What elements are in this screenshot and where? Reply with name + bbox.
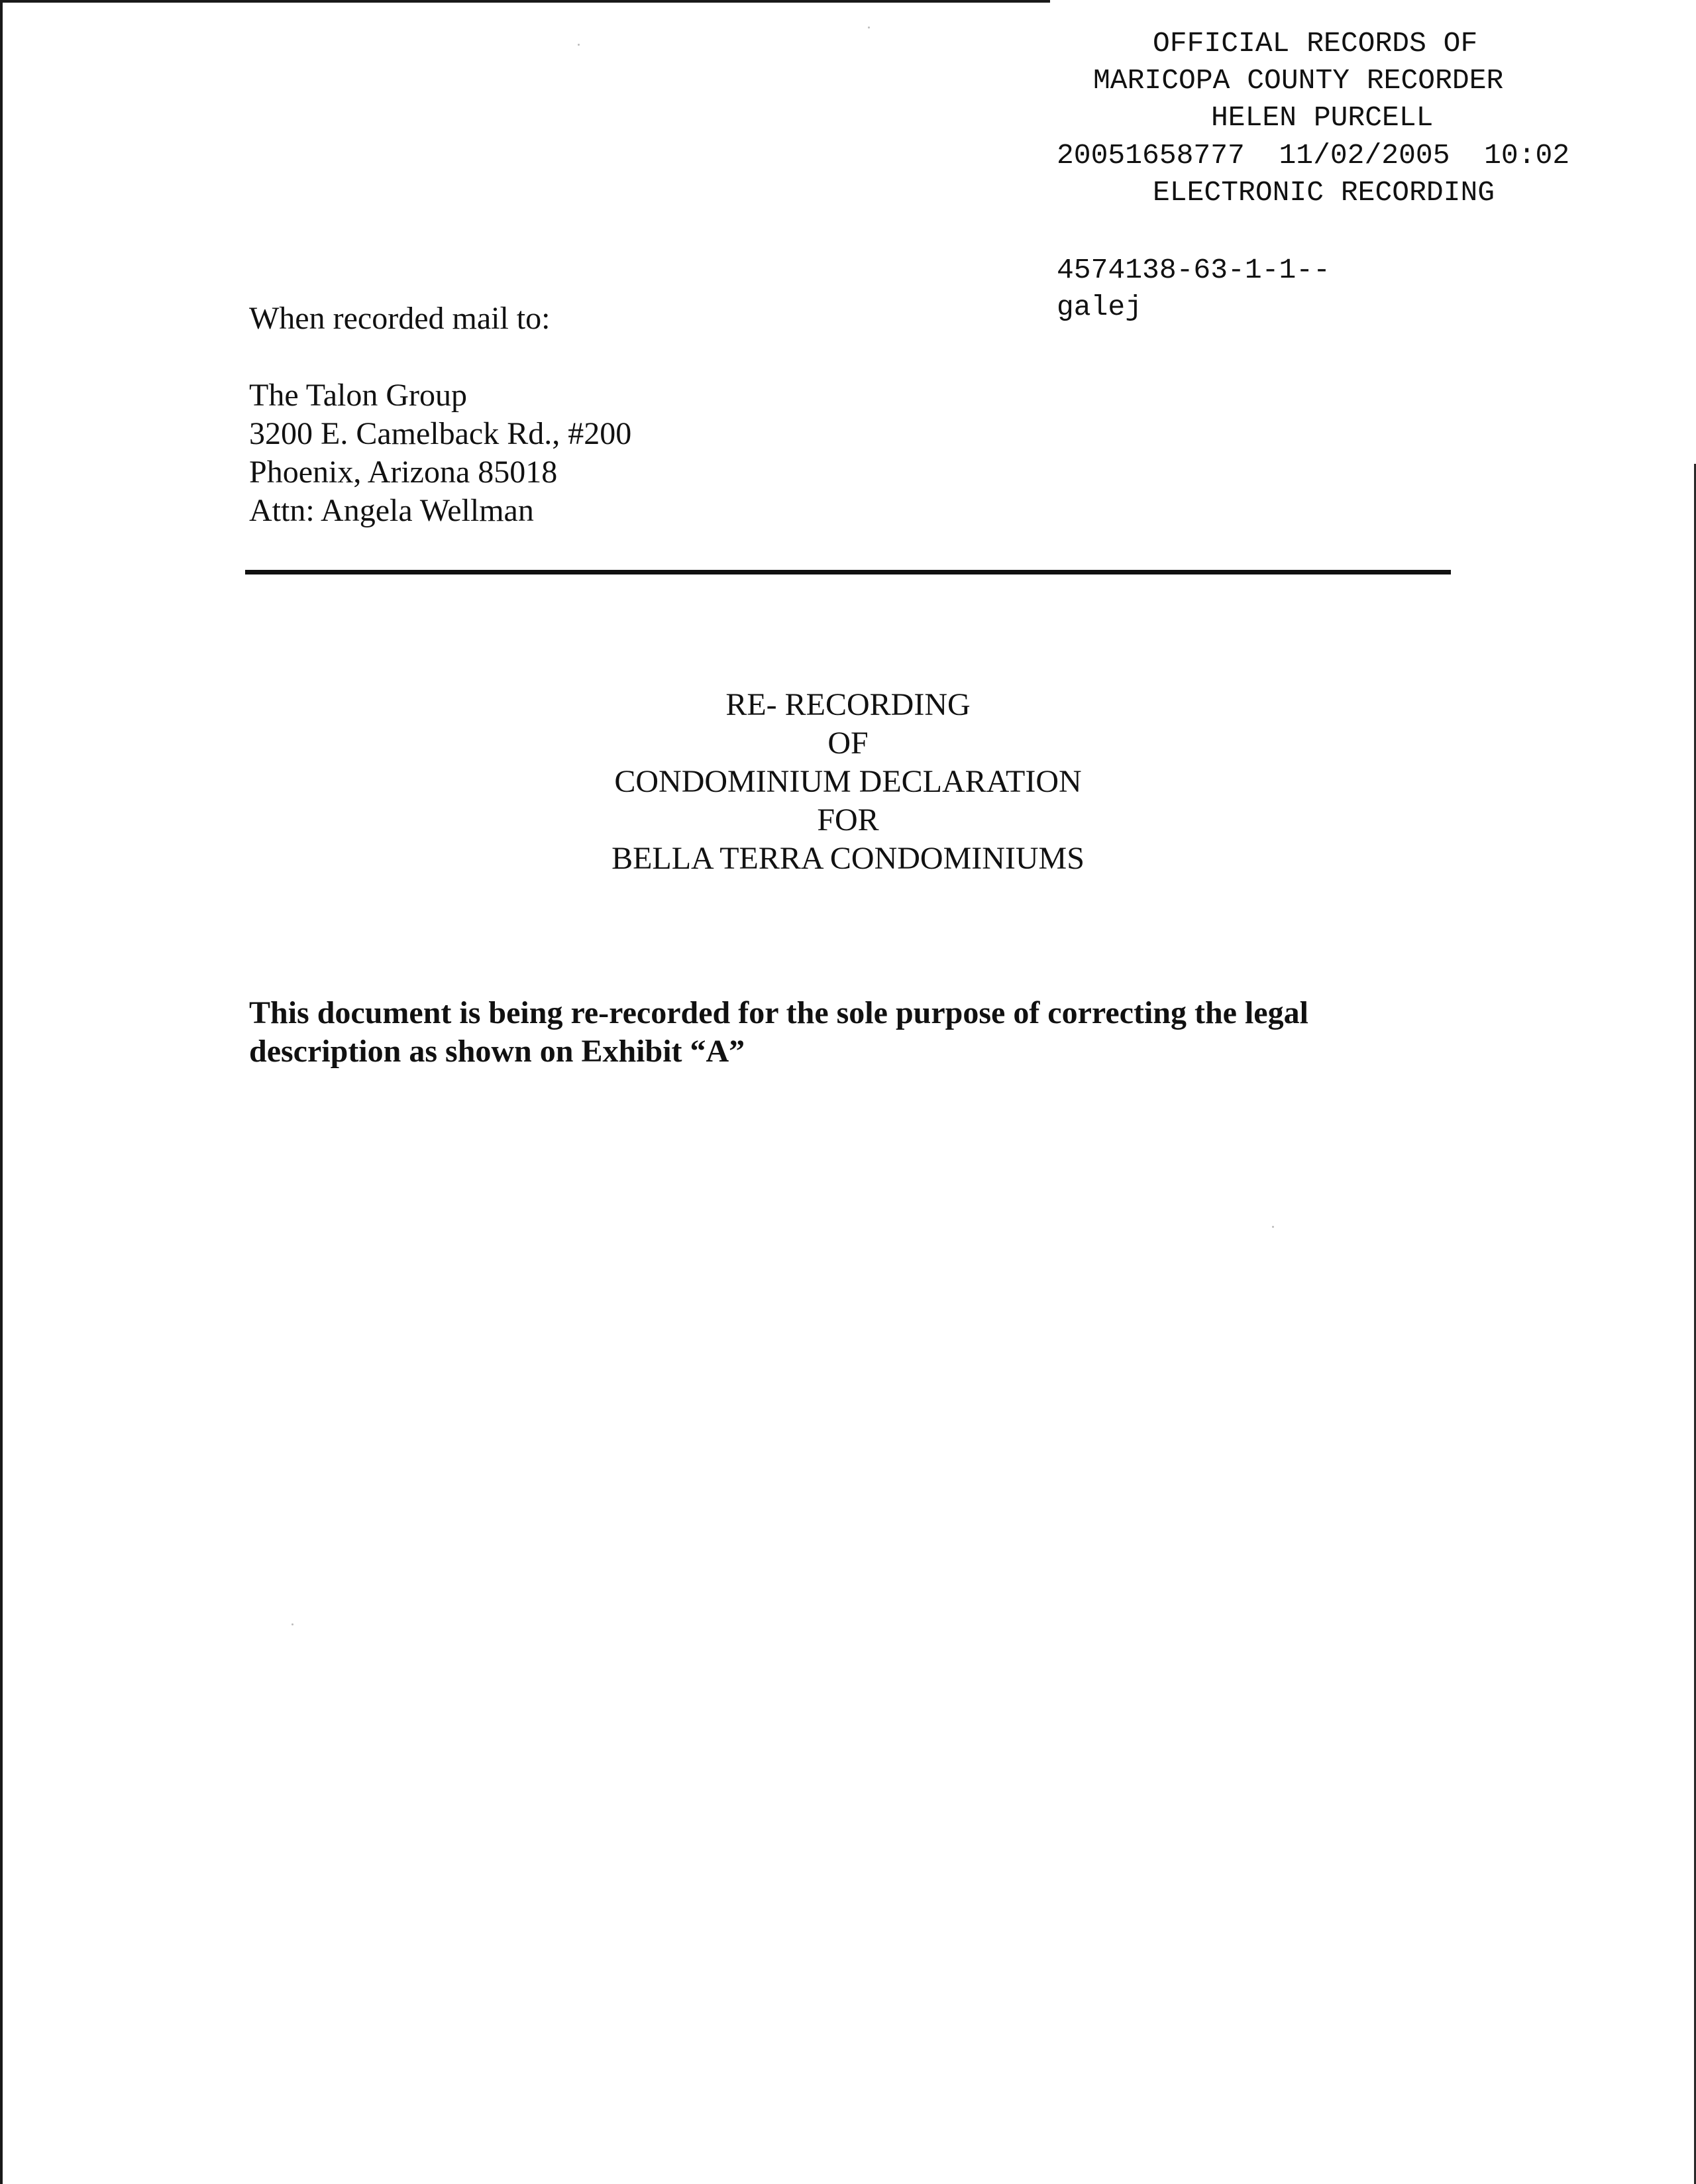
scan-speck bbox=[1272, 1226, 1274, 1228]
document-title bbox=[517, 686, 1179, 878]
mail-to-heading: When recorded mail to: bbox=[249, 301, 551, 336]
horizontal-divider bbox=[245, 570, 1451, 574]
address-line-name: The Talon Group bbox=[249, 378, 468, 413]
title-line: FOR bbox=[817, 802, 879, 838]
re-recording-notice: This document is being re-recorded for the sole purpose of correcting the legal description as shown on Exhibit “A” bbox=[249, 995, 1308, 1069]
scan-speck bbox=[292, 1623, 293, 1625]
recorder-stamp-line4: 20051658777 11/02/2005 10:02 bbox=[1057, 139, 1570, 172]
recorder-stamp-line1: OFFICIAL RECORDS OF bbox=[1153, 27, 1478, 60]
scan-edge-left bbox=[0, 0, 3, 2184]
recorder-stamp-line5: ELECTRONIC RECORDING bbox=[1153, 176, 1495, 209]
title-line: BELLA TERRA CONDOMINIUMS bbox=[611, 841, 1085, 876]
scan-speck bbox=[578, 44, 580, 46]
scan-speck bbox=[868, 27, 870, 28]
recorder-user: galej bbox=[1057, 291, 1143, 323]
recorder-document-id: 4574138-63-1-1-- bbox=[1057, 254, 1330, 286]
address-line-attn: Attn: Angela Wellman bbox=[249, 493, 534, 528]
recorder-stamp-line2: MARICOPA COUNTY RECORDER bbox=[1093, 64, 1504, 97]
scan-edge-top bbox=[0, 0, 1050, 3]
title-line: OF bbox=[827, 726, 869, 761]
recorder-stamp-line3: HELEN PURCELL bbox=[1211, 101, 1434, 134]
title-line: RE- RECORDING bbox=[725, 687, 971, 722]
address-line-street: 3200 E. Camelback Rd., #200 bbox=[249, 416, 632, 451]
title-line: CONDOMINIUM DECLARATION bbox=[614, 764, 1082, 799]
address-line-city: Phoenix, Arizona 85018 bbox=[249, 455, 558, 490]
